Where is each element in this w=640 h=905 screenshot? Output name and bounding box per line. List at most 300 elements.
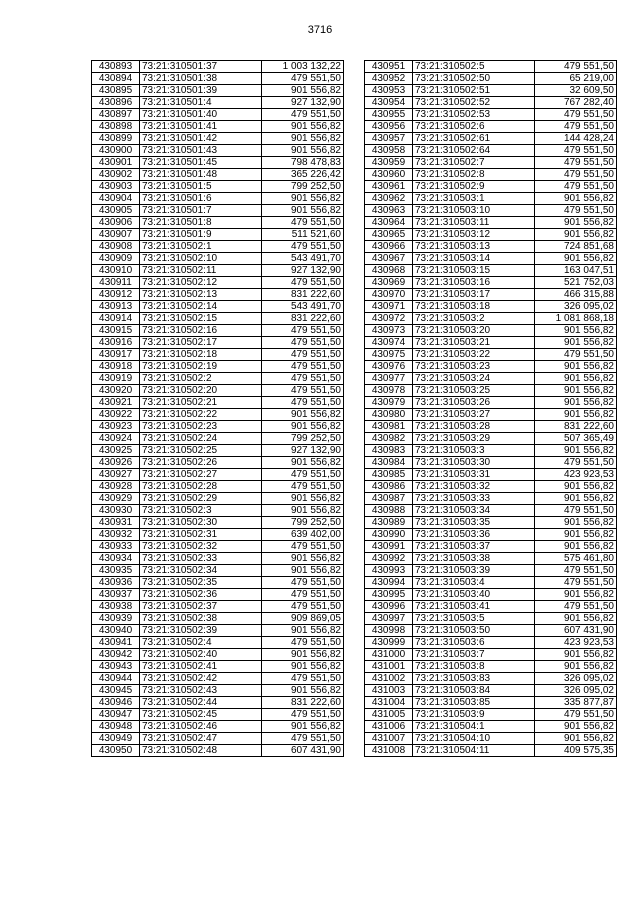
cadastral-number: 73:21:310502:43 xyxy=(140,685,262,697)
table-row xyxy=(365,517,617,529)
table-row xyxy=(92,169,344,181)
record-number: 430937 xyxy=(92,589,140,601)
table-row xyxy=(365,133,617,145)
table-row xyxy=(365,385,617,397)
cadastral-value: 901 556,82 xyxy=(262,505,344,517)
cadastral-number: 73:21:310503:21 xyxy=(413,337,535,349)
cadastral-value: 901 556,82 xyxy=(262,649,344,661)
cadastral-number: 73:21:310502:25 xyxy=(140,445,262,457)
record-number: 431000 xyxy=(365,649,413,661)
cadastral-value: 901 556,82 xyxy=(535,661,617,673)
cadastral-number: 73:21:310503:4 xyxy=(413,577,535,589)
record-number: 430912 xyxy=(92,289,140,301)
record-number: 430975 xyxy=(365,349,413,361)
cadastral-number: 73:21:310503:24 xyxy=(413,373,535,385)
cadastral-value: 521 752,03 xyxy=(535,277,617,289)
cadastral-number: 73:21:310504:1 xyxy=(413,721,535,733)
table-row xyxy=(92,493,344,505)
cadastral-number: 73:21:310503:40 xyxy=(413,589,535,601)
cadastral-value: 326 095,02 xyxy=(535,301,617,313)
table-row xyxy=(365,685,617,697)
record-number: 430953 xyxy=(365,85,413,97)
table-row xyxy=(92,673,344,685)
record-number: 430931 xyxy=(92,517,140,529)
cadastral-number: 73:21:310502:27 xyxy=(140,469,262,481)
table-row xyxy=(365,241,617,253)
table-row xyxy=(92,505,344,517)
cadastral-value: 799 252,50 xyxy=(262,181,344,193)
record-number: 430927 xyxy=(92,469,140,481)
table-row xyxy=(365,589,617,601)
cadastral-value: 1 003 132,22 xyxy=(262,61,344,73)
cadastral-value: 901 556,82 xyxy=(535,373,617,385)
table-row xyxy=(365,709,617,721)
record-number: 430959 xyxy=(365,157,413,169)
cadastral-number: 73:21:310501:4 xyxy=(140,97,262,109)
table-row xyxy=(92,301,344,313)
table-row xyxy=(365,577,617,589)
cadastral-number: 73:21:310503:26 xyxy=(413,397,535,409)
cadastral-number: 73:21:310502:11 xyxy=(140,265,262,277)
table-row xyxy=(365,697,617,709)
cadastral-number: 73:21:310503:14 xyxy=(413,253,535,265)
cadastral-value: 479 551,50 xyxy=(262,361,344,373)
cadastral-value: 511 521,60 xyxy=(262,229,344,241)
table-row xyxy=(365,181,617,193)
record-number: 430988 xyxy=(365,505,413,517)
cadastral-value: 901 556,82 xyxy=(262,193,344,205)
cadastral-value: 927 132,90 xyxy=(262,97,344,109)
cadastral-value: 479 551,50 xyxy=(535,457,617,469)
table-row xyxy=(92,325,344,337)
record-number: 430918 xyxy=(92,361,140,373)
table-row xyxy=(92,529,344,541)
cadastral-value: 479 551,50 xyxy=(262,325,344,337)
cadastral-value: 901 556,82 xyxy=(535,589,617,601)
cadastral-value: 799 252,50 xyxy=(262,517,344,529)
cadastral-number: 73:21:310503:18 xyxy=(413,301,535,313)
cadastral-value: 65 219,00 xyxy=(535,73,617,85)
cadastral-value: 798 478,83 xyxy=(262,157,344,169)
cadastral-number: 73:21:310502:8 xyxy=(413,169,535,181)
record-number: 430893 xyxy=(92,61,140,73)
cadastral-value: 479 551,50 xyxy=(262,373,344,385)
cadastral-number: 73:21:310503:28 xyxy=(413,421,535,433)
cadastral-number: 73:21:310502:7 xyxy=(413,157,535,169)
record-number: 430949 xyxy=(92,733,140,745)
record-number: 430972 xyxy=(365,313,413,325)
record-number: 430950 xyxy=(92,745,140,757)
record-number: 430997 xyxy=(365,613,413,625)
cadastral-value: 927 132,90 xyxy=(262,265,344,277)
record-number: 430910 xyxy=(92,265,140,277)
cadastral-number: 73:21:310501:42 xyxy=(140,133,262,145)
cadastral-value: 479 551,50 xyxy=(535,121,617,133)
cadastral-number: 73:21:310502:52 xyxy=(413,97,535,109)
table-row xyxy=(92,193,344,205)
record-number: 430920 xyxy=(92,385,140,397)
cadastral-value: 479 551,50 xyxy=(262,337,344,349)
cadastral-number: 73:21:310503:13 xyxy=(413,241,535,253)
cadastral-value: 901 556,82 xyxy=(535,613,617,625)
cadastral-number: 73:21:310503:85 xyxy=(413,697,535,709)
cadastral-number: 73:21:310502:9 xyxy=(413,181,535,193)
record-number: 430945 xyxy=(92,685,140,697)
record-number: 430924 xyxy=(92,433,140,445)
cadastral-value: 901 556,82 xyxy=(535,733,617,745)
cadastral-number: 73:21:310501:37 xyxy=(140,61,262,73)
record-number: 430989 xyxy=(365,517,413,529)
table-row xyxy=(365,325,617,337)
table-row xyxy=(365,469,617,481)
cadastral-value: 32 609,50 xyxy=(535,85,617,97)
cadastral-number: 73:21:310503:50 xyxy=(413,625,535,637)
record-number: 430916 xyxy=(92,337,140,349)
record-number: 431001 xyxy=(365,661,413,673)
cadastral-value: 507 365,49 xyxy=(535,433,617,445)
cadastral-number: 73:21:310502:3 xyxy=(140,505,262,517)
cadastral-number: 73:21:310503:35 xyxy=(413,517,535,529)
cadastral-number: 73:21:310502:33 xyxy=(140,553,262,565)
cadastral-value: 901 556,82 xyxy=(535,529,617,541)
record-number: 430991 xyxy=(365,541,413,553)
record-number: 430948 xyxy=(92,721,140,733)
record-number: 430965 xyxy=(365,229,413,241)
table-row xyxy=(365,85,617,97)
cadastral-number: 73:21:310502:34 xyxy=(140,565,262,577)
table-row xyxy=(92,553,344,565)
cadastral-value: 831 222,60 xyxy=(262,289,344,301)
record-number: 430990 xyxy=(365,529,413,541)
cadastral-value: 901 556,82 xyxy=(262,553,344,565)
cadastral-number: 73:21:310502:12 xyxy=(140,277,262,289)
record-number: 430979 xyxy=(365,397,413,409)
record-number: 430932 xyxy=(92,529,140,541)
cadastral-value: 901 556,82 xyxy=(535,397,617,409)
record-number: 430962 xyxy=(365,193,413,205)
table-row xyxy=(365,637,617,649)
cadastral-number: 73:21:310502:50 xyxy=(413,73,535,85)
record-number: 430940 xyxy=(92,625,140,637)
record-number: 431006 xyxy=(365,721,413,733)
record-number: 430902 xyxy=(92,169,140,181)
cadastral-number: 73:21:310503:33 xyxy=(413,493,535,505)
record-number: 430923 xyxy=(92,421,140,433)
record-number: 430982 xyxy=(365,433,413,445)
cadastral-number: 73:21:310503:5 xyxy=(413,613,535,625)
cadastral-number: 73:21:310501:41 xyxy=(140,121,262,133)
table-row xyxy=(365,277,617,289)
cadastral-value: 901 556,82 xyxy=(535,517,617,529)
table-row xyxy=(365,217,617,229)
table-row xyxy=(365,301,617,313)
cadastral-number: 73:21:310501:6 xyxy=(140,193,262,205)
cadastral-value: 607 431,90 xyxy=(535,625,617,637)
cadastral-number: 73:21:310502:61 xyxy=(413,133,535,145)
table-row xyxy=(92,361,344,373)
cadastral-number: 73:21:310502:18 xyxy=(140,349,262,361)
cadastral-number: 73:21:310503:29 xyxy=(413,433,535,445)
table-row xyxy=(92,481,344,493)
table-row xyxy=(365,673,617,685)
cadastral-number: 73:21:310502:22 xyxy=(140,409,262,421)
cadastral-value: 901 556,82 xyxy=(535,253,617,265)
cadastral-value: 479 551,50 xyxy=(535,205,617,217)
record-number: 430913 xyxy=(92,301,140,313)
cadastral-number: 73:21:310503:8 xyxy=(413,661,535,673)
table-row xyxy=(365,157,617,169)
cadastral-number: 73:21:310502:39 xyxy=(140,625,262,637)
cadastral-value: 901 556,82 xyxy=(262,85,344,97)
cadastral-value: 479 551,50 xyxy=(262,541,344,553)
record-number: 430941 xyxy=(92,637,140,649)
table-row xyxy=(365,493,617,505)
cadastral-value: 901 556,82 xyxy=(262,685,344,697)
cadastral-value: 607 431,90 xyxy=(262,745,344,757)
cadastral-number: 73:21:310503:38 xyxy=(413,553,535,565)
table-row xyxy=(365,97,617,109)
record-number: 430906 xyxy=(92,217,140,229)
table-row xyxy=(92,229,344,241)
table-row xyxy=(92,265,344,277)
table-row xyxy=(92,577,344,589)
cadastral-number: 73:21:310502:24 xyxy=(140,433,262,445)
cadastral-number: 73:21:310502:47 xyxy=(140,733,262,745)
cadastral-value: 901 556,82 xyxy=(262,721,344,733)
cadastral-number: 73:21:310503:83 xyxy=(413,673,535,685)
cadastral-number: 73:21:310502:30 xyxy=(140,517,262,529)
cadastral-number: 73:21:310502:41 xyxy=(140,661,262,673)
record-number: 431007 xyxy=(365,733,413,745)
table-row xyxy=(365,505,617,517)
cadastral-number: 73:21:310502:2 xyxy=(140,373,262,385)
cadastral-number: 73:21:310503:32 xyxy=(413,481,535,493)
cadastral-number: 73:21:310502:29 xyxy=(140,493,262,505)
cadastral-value: 901 556,82 xyxy=(535,229,617,241)
record-number: 430898 xyxy=(92,121,140,133)
cadastral-value: 479 551,50 xyxy=(535,505,617,517)
table-row xyxy=(92,73,344,85)
cadastral-number: 73:21:310503:37 xyxy=(413,541,535,553)
table-row xyxy=(92,457,344,469)
table-row xyxy=(92,613,344,625)
record-number: 430903 xyxy=(92,181,140,193)
record-number: 430946 xyxy=(92,697,140,709)
cadastral-number: 73:21:310502:42 xyxy=(140,673,262,685)
record-number: 430901 xyxy=(92,157,140,169)
table-row xyxy=(365,349,617,361)
cadastral-number: 73:21:310503:34 xyxy=(413,505,535,517)
cadastral-number: 73:21:310502:17 xyxy=(140,337,262,349)
page-number: 3716 xyxy=(307,24,333,36)
table-row xyxy=(365,445,617,457)
cadastral-number: 73:21:310502:16 xyxy=(140,325,262,337)
record-number: 430981 xyxy=(365,421,413,433)
table-row xyxy=(92,85,344,97)
record-number: 430963 xyxy=(365,205,413,217)
cadastral-number: 73:21:310503:2 xyxy=(413,313,535,325)
cadastral-number: 73:21:310502:38 xyxy=(140,613,262,625)
record-number: 430955 xyxy=(365,109,413,121)
record-number: 430896 xyxy=(92,97,140,109)
table-row xyxy=(92,121,344,133)
table-row xyxy=(92,61,344,73)
cadastral-value: 479 551,50 xyxy=(535,61,617,73)
record-number: 430905 xyxy=(92,205,140,217)
cadastral-value: 479 551,50 xyxy=(262,469,344,481)
table-row xyxy=(92,145,344,157)
cadastral-number: 73:21:310502:6 xyxy=(413,121,535,133)
cadastral-number: 73:21:310503:27 xyxy=(413,409,535,421)
cadastral-number: 73:21:310502:14 xyxy=(140,301,262,313)
cadastral-value: 575 461,80 xyxy=(535,553,617,565)
record-number: 430958 xyxy=(365,145,413,157)
record-number: 430928 xyxy=(92,481,140,493)
cadastral-value: 479 551,50 xyxy=(262,241,344,253)
cadastral-number: 73:21:310502:20 xyxy=(140,385,262,397)
record-number: 430993 xyxy=(365,565,413,577)
cadastral-value: 901 556,82 xyxy=(262,409,344,421)
table-row xyxy=(92,385,344,397)
cadastral-value: 901 556,82 xyxy=(535,193,617,205)
cadastral-number: 73:21:310502:5 xyxy=(413,61,535,73)
cadastral-value: 901 556,82 xyxy=(535,541,617,553)
record-number: 430919 xyxy=(92,373,140,385)
table-row xyxy=(92,517,344,529)
record-number: 430935 xyxy=(92,565,140,577)
table-row xyxy=(92,733,344,745)
cadastral-number: 73:21:310502:23 xyxy=(140,421,262,433)
cadastral-number: 73:21:310501:9 xyxy=(140,229,262,241)
record-number: 430904 xyxy=(92,193,140,205)
cadastral-value: 326 095,02 xyxy=(535,685,617,697)
cadastral-value: 901 556,82 xyxy=(262,457,344,469)
table-row xyxy=(92,241,344,253)
cadastral-number: 73:21:310501:39 xyxy=(140,85,262,97)
table-row xyxy=(365,733,617,745)
record-number: 430978 xyxy=(365,385,413,397)
cadastral-value: 479 551,50 xyxy=(535,349,617,361)
cadastral-number: 73:21:310502:19 xyxy=(140,361,262,373)
cadastral-number: 73:21:310503:41 xyxy=(413,601,535,613)
record-number: 430967 xyxy=(365,253,413,265)
cadastral-value: 479 551,50 xyxy=(535,577,617,589)
record-number: 430900 xyxy=(92,145,140,157)
record-number: 430911 xyxy=(92,277,140,289)
table-row xyxy=(92,313,344,325)
table-row xyxy=(365,73,617,85)
table-row xyxy=(365,601,617,613)
table-row xyxy=(365,397,617,409)
record-number: 430973 xyxy=(365,325,413,337)
cadastral-value: 1 081 868,18 xyxy=(535,313,617,325)
cadastral-value: 901 556,82 xyxy=(262,133,344,145)
record-number: 430952 xyxy=(365,73,413,85)
record-number: 431003 xyxy=(365,685,413,697)
cadastral-number: 73:21:310502:64 xyxy=(413,145,535,157)
table-row xyxy=(365,169,617,181)
cadastral-value: 479 551,50 xyxy=(262,349,344,361)
cadastral-value: 479 551,50 xyxy=(262,673,344,685)
table-row xyxy=(365,289,617,301)
cadastral-number: 73:21:310501:45 xyxy=(140,157,262,169)
record-number: 430922 xyxy=(92,409,140,421)
cadastral-value: 767 282,40 xyxy=(535,97,617,109)
cadastral-value: 335 877,87 xyxy=(535,697,617,709)
record-number: 430909 xyxy=(92,253,140,265)
record-number: 430956 xyxy=(365,121,413,133)
record-number: 430939 xyxy=(92,613,140,625)
table-row xyxy=(365,253,617,265)
cadastral-number: 73:21:310502:31 xyxy=(140,529,262,541)
table-row xyxy=(365,457,617,469)
cadastral-number: 73:21:310501:43 xyxy=(140,145,262,157)
record-number: 430929 xyxy=(92,493,140,505)
cadastral-value: 901 556,82 xyxy=(262,121,344,133)
record-number: 430947 xyxy=(92,709,140,721)
table-row xyxy=(365,229,617,241)
table-row xyxy=(92,157,344,169)
table-row xyxy=(365,109,617,121)
cadastral-value: 466 315,88 xyxy=(535,289,617,301)
cadastral-value: 831 222,60 xyxy=(262,313,344,325)
table-row xyxy=(365,625,617,637)
table-row xyxy=(92,637,344,649)
cadastral-value: 479 551,50 xyxy=(262,709,344,721)
cadastral-number: 73:21:310503:84 xyxy=(413,685,535,697)
cadastral-number: 73:21:310502:10 xyxy=(140,253,262,265)
record-number: 430914 xyxy=(92,313,140,325)
cadastral-value: 901 556,82 xyxy=(535,217,617,229)
cadastral-value: 479 551,50 xyxy=(262,217,344,229)
table-row xyxy=(365,373,617,385)
cadastral-value: 423 923,53 xyxy=(535,469,617,481)
cadastral-value: 409 575,35 xyxy=(535,745,617,757)
cadastral-value: 901 556,82 xyxy=(535,337,617,349)
cadastral-value: 479 551,50 xyxy=(262,481,344,493)
cadastral-value: 901 556,82 xyxy=(535,409,617,421)
record-number: 430897 xyxy=(92,109,140,121)
record-number: 430915 xyxy=(92,325,140,337)
record-number: 430917 xyxy=(92,349,140,361)
table-row xyxy=(92,337,344,349)
cadastral-value: 479 551,50 xyxy=(535,709,617,721)
cadastral-value: 901 556,82 xyxy=(535,493,617,505)
cadastral-value: 901 556,82 xyxy=(262,493,344,505)
record-number: 430895 xyxy=(92,85,140,97)
cadastral-number: 73:21:310503:16 xyxy=(413,277,535,289)
cadastral-value: 901 556,82 xyxy=(262,565,344,577)
cadastral-number: 73:21:310503:1 xyxy=(413,193,535,205)
record-number: 430986 xyxy=(365,481,413,493)
table-row xyxy=(92,289,344,301)
table-row xyxy=(365,613,617,625)
record-number: 430943 xyxy=(92,661,140,673)
cadastral-value: 901 556,82 xyxy=(262,421,344,433)
cadastral-number: 73:21:310502:37 xyxy=(140,601,262,613)
cadastral-value: 479 551,50 xyxy=(535,169,617,181)
record-number: 431005 xyxy=(365,709,413,721)
table-row xyxy=(92,349,344,361)
record-number: 430976 xyxy=(365,361,413,373)
table-row xyxy=(92,397,344,409)
cadastral-value: 144 428,24 xyxy=(535,133,617,145)
record-number: 430980 xyxy=(365,409,413,421)
record-number: 430969 xyxy=(365,277,413,289)
record-number: 430944 xyxy=(92,673,140,685)
cadastral-number: 73:21:310502:45 xyxy=(140,709,262,721)
record-number: 430926 xyxy=(92,457,140,469)
